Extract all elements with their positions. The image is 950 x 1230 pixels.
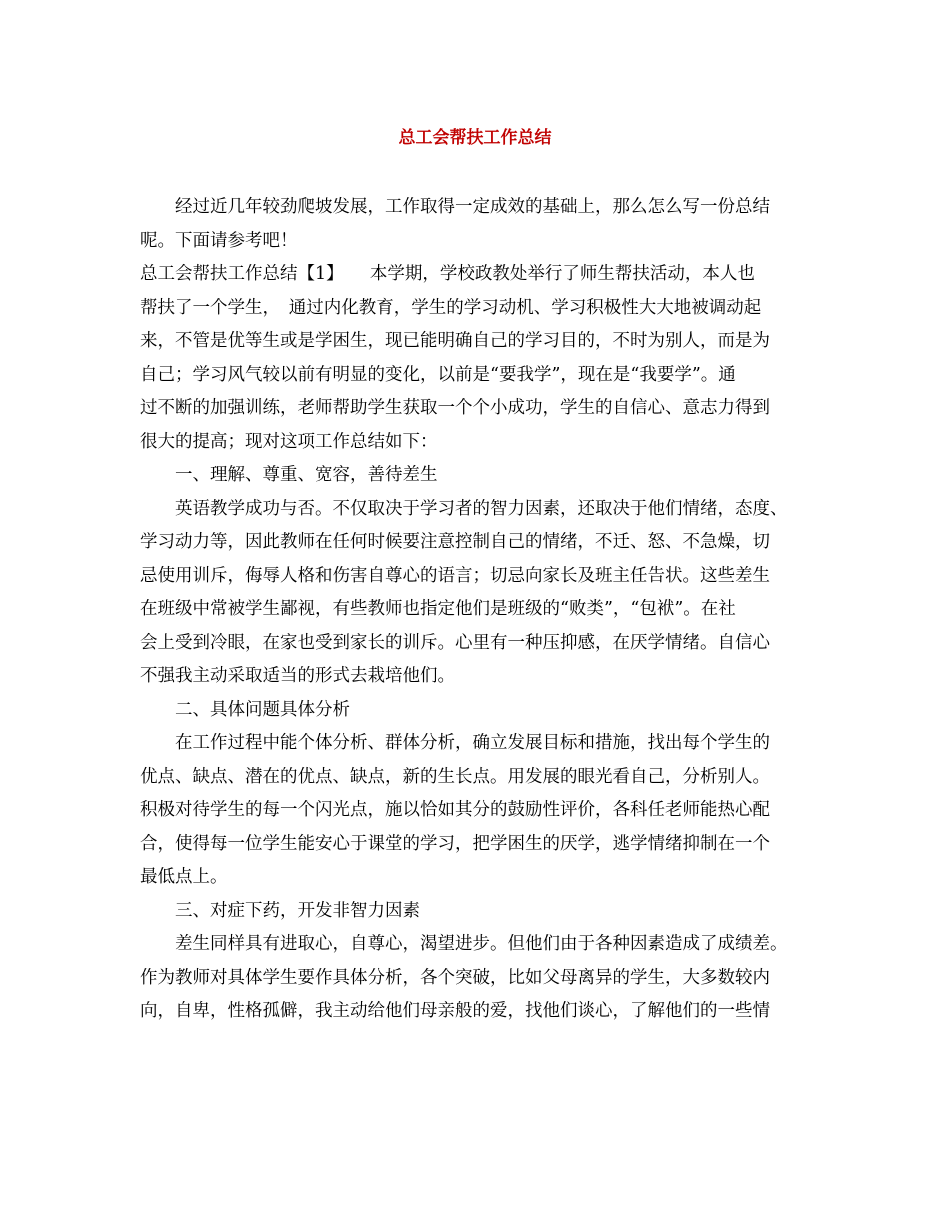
text-line: 一、理解、尊重、宽容，善待差生 xyxy=(175,465,438,485)
text-line: 自己；学习风气较以前有明显的变化，以前是“要我学”，现在是“我要学”。通 xyxy=(140,364,736,385)
text-line: 呢。下面请参考吧！ xyxy=(140,230,298,251)
text-line: 作为教师对具体学生要作具体分析，各个突破，比如父母离异的学生，大多数较内 xyxy=(140,967,770,988)
document-title: 总工会帮扶工作总结 xyxy=(398,128,552,148)
text-line: 忌使用训斥，侮辱人格和伤害自尊心的语言；切忌向家长及班主任告状。这些差生 xyxy=(140,565,770,586)
text-line: 英语教学成功与否。不仅取决于学习者的智力因素，还取决于他们情绪，态度、 xyxy=(175,498,788,519)
text-line: 向，自卑，性格孤僻，我主动给他们母亲般的爱，找他们谈心，了解他们的一些情 xyxy=(140,1001,770,1021)
text-line: 优点、缺点、潜在的优点、缺点，新的生长点。用发展的眼光看自己，分析别人。 xyxy=(140,766,770,787)
text-line: 学习动力等，因此教师在任何时候要注意控制自己的情绪，不迁、怒、不急燥，切 xyxy=(140,532,770,552)
text-line: 在班级中常被学生鄙视，有些教师也指定他们是班级的“败类”，“包袱”。在社 xyxy=(140,599,736,619)
text-line: 很大的提高；现对这项工作总结如下： xyxy=(140,431,438,452)
text-line: 积极对待学生的每一个闪光点，施以恰如其分的鼓励性评价，各科任老师能热心配 xyxy=(140,800,770,820)
text-line: 最低点上。 xyxy=(140,867,228,887)
text-line: 三、对症下药，开发非智力因素 xyxy=(175,900,420,921)
text-line: 经过近几年较劲爬坡发展，工作取得一定成效的基础上，那么怎么写一份总结 xyxy=(175,197,770,217)
text-line: 来，不管是优等生或是学困生，现已能明确自己的学习目的，不时为别人，而是为 xyxy=(140,331,770,351)
document-body xyxy=(140,191,815,1029)
text-line: 差生同样具有进取心，自尊心，渴望进步。但他们由于各种因素造成了成绩差。 xyxy=(175,934,788,954)
text-line: 不强我主动采取适当的形式去栽培他们。 xyxy=(140,666,455,686)
text-line: 帮扶了一个学生， 通过内化教育，学生的学习动机、学习积极性大大地被调动起 xyxy=(140,297,762,318)
text-line: 合，使得每一位学生能安心于课堂的学习，把学困生的厌学，逃学情绪抑制在一个 xyxy=(140,833,770,854)
text-line: 会上受到冷眼，在家也受到家长的训斥。心里有一种压抑感，在厌学情绪。自信心 xyxy=(140,632,770,653)
text-line: 二、具体问题具体分析 xyxy=(175,699,350,720)
text-line: 总工会帮扶工作总结【1】 本学期，学校政教处举行了师生帮扶活动，本人也 xyxy=(140,264,755,284)
text-line: 过不断的加强训练，老师帮助学生获取一个个小成功，学生的自信心、意志力得到 xyxy=(140,398,770,418)
text-line: 在工作过程中能个体分析、群体分析，确立发展目标和措施，找出每个学生的 xyxy=(175,733,770,753)
